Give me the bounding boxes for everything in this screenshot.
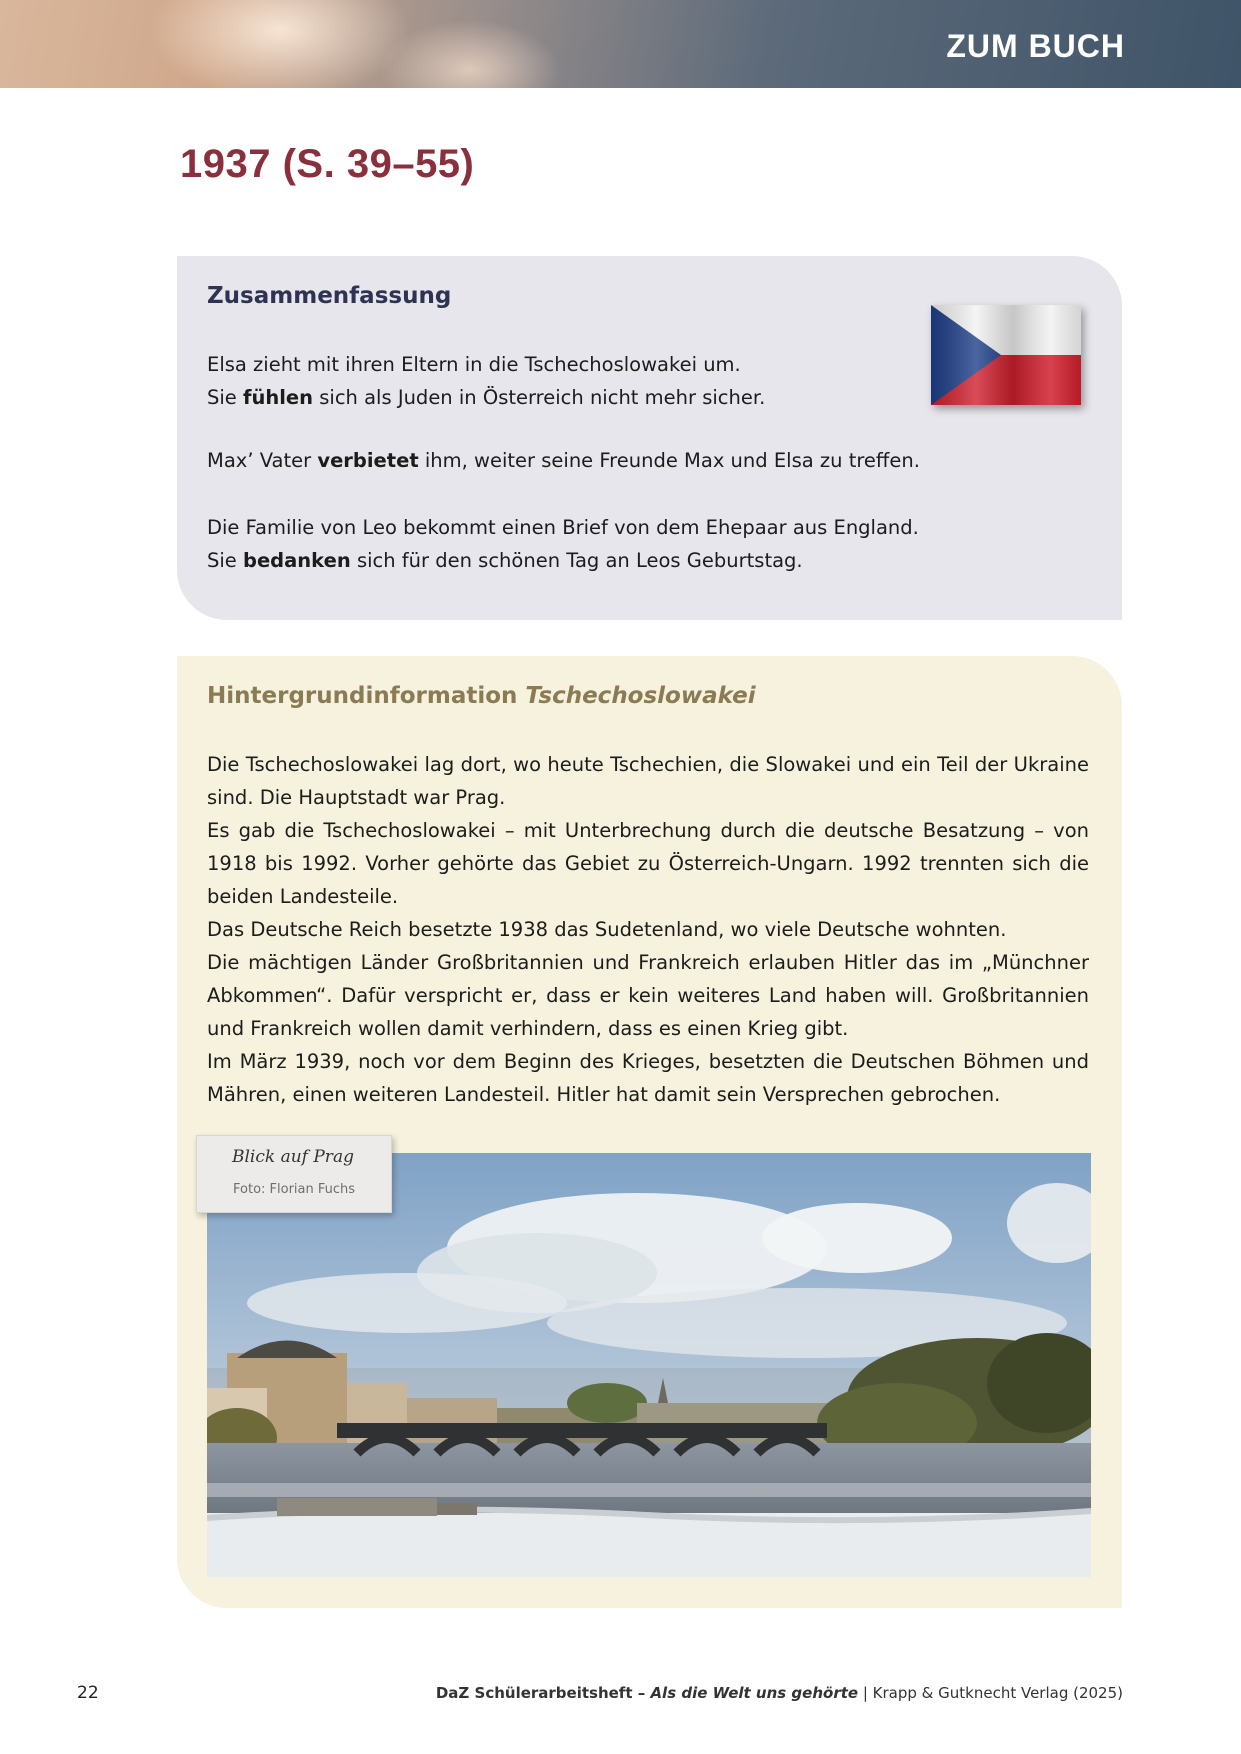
header-banner [0, 0, 1241, 88]
summary-text: Die Familie von Leo bekommt einen Brief von dem Ehepaar aus England. [207, 516, 919, 539]
photo-caption-card [196, 1135, 392, 1213]
summary-text: ihm, weiter seine Freunde Max und Elsa zu treffen. [418, 449, 920, 472]
prague-photo-graphic [207, 1153, 1091, 1577]
page-number: 22 [77, 1683, 99, 1703]
summary-bold-word: bedanken [243, 549, 351, 572]
footer-series: DaZ Schülerarbeitsheft – [435, 1684, 651, 1702]
chapter-title: 1937 (S. 39–55) [180, 142, 475, 186]
summary-paragraph-2 [207, 444, 920, 477]
footer-publisher: | Krapp & Gutknecht Verlag (2025) [858, 1684, 1123, 1702]
flag-graphic [931, 305, 1081, 405]
footer-text [436, 1684, 1123, 1702]
summary-bold-word: verbietet [317, 449, 419, 472]
summary-paragraph-3 [207, 511, 919, 577]
background-info-title [207, 683, 756, 709]
photo-caption: Blick auf Prag [232, 1147, 354, 1167]
background-info-text: Die Tschechoslowakei lag dort, wo heute Tschechien, die Slowakei und ein Teil der Ukraine sind. Die Hauptstadt war Prag. Es gab die Tschechoslowakei – mit Unterbrechung durch die deutsche Besatzung – von 1918 bis 1992. Vorher gehörte das Gebiet zu Österreich-Ungarn. 1992 trennten sich die beiden Landesteile. Das Deutsche Reich besetzte 1938 das Sudetenland, wo viele Deutsche wohnten. Die mächtigen Länder Großbritannien und Frankreich erlauben Hitler das im „Münchner Abkommen“. Dafür verspricht er, dass er kein weiteres Land haben will. Großbritannien und Frankreich wollen damit verhindern, dass es einen Krieg gibt. Im März 1939, noch vor dem Beginn des Krieges, besetzten die Deutschen Böhmen und Mähren, einen weiteren Landesteil. Hitler hat damit sein Versprechen gebrochen. [207, 753, 1089, 1106]
summary-text: Sie [207, 386, 243, 409]
background-title-plain: Hintergrundinformation [207, 683, 526, 709]
summary-text: sich als Juden in Österreich nicht mehr sicher. [313, 386, 766, 409]
summary-text: Max’ Vater [207, 449, 318, 472]
footer-book-title: Als die Welt uns gehörte [650, 1684, 859, 1702]
summary-text: Sie [207, 549, 243, 572]
summary-bold-word: fühlen [243, 386, 314, 409]
section-label: ZUM BUCH [946, 28, 1125, 64]
prague-photo [207, 1153, 1091, 1577]
summary-text: Elsa zieht mit ihren Eltern in die Tschechoslowakei um. [207, 353, 741, 376]
banner-cloud [150, 0, 410, 88]
summary-title: Zusammenfassung [207, 283, 452, 309]
photo-credit: Foto: Florian Fuchs [233, 1182, 356, 1197]
summary-text: sich für den schönen Tag an Leos Geburtstag. [350, 549, 803, 572]
background-title-italic: Tschechoslowakei [525, 683, 756, 709]
czech-flag-icon [931, 305, 1081, 405]
summary-paragraph-1 [207, 348, 765, 414]
